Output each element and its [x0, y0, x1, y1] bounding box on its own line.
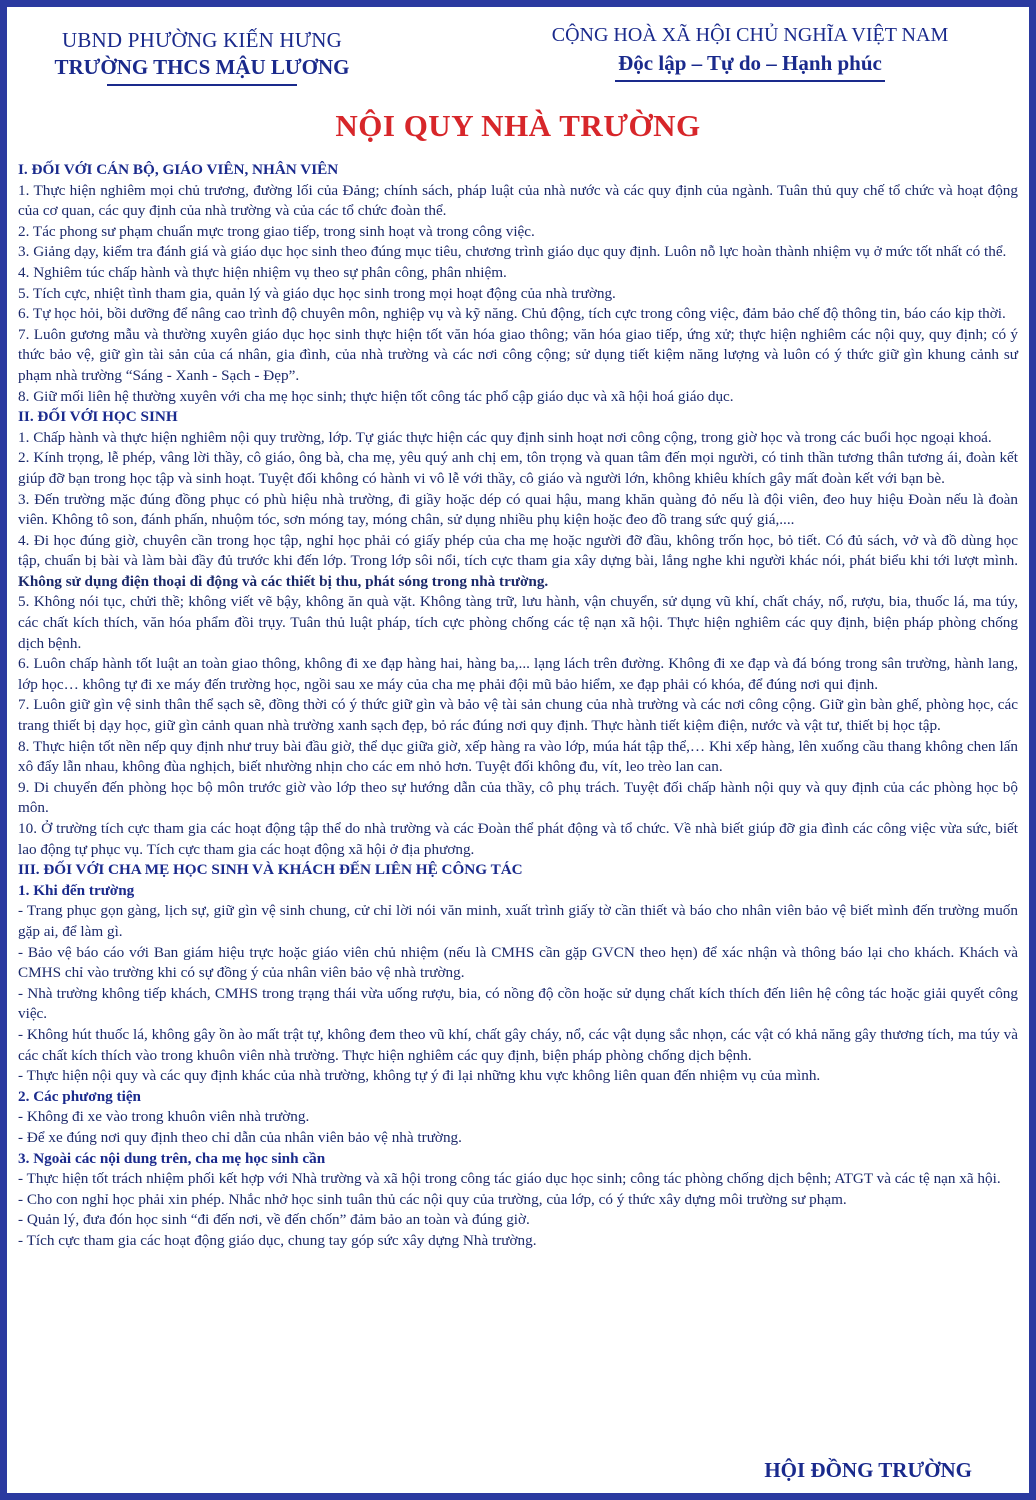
country-name: CỘNG HOÀ XÃ HỘI CHỦ NGHĨA VIỆT NAM: [551, 24, 949, 46]
section1-heading: I. ĐỐI VỚI CÁN BỘ, GIÁO VIÊN, NHÂN VIÊN: [18, 161, 339, 178]
section2-item: [18, 531, 1018, 593]
section2-item: 5. Không nói tục, chửi thề; không viết vẽ bậy, không ăn quà vặt. Không tàng trữ, lưu hành, vận chuyển, sử dụng vũ khí, chất cháy, nổ, rượu, bia, thuốc lá, ma túy, các chất kích thích, văn hóa phẩm đồi trụy. Tuân thủ luật pháp, tích cực phòng chống các tệ nạn xã hội. Thực hiện nghiêm các quy định, biện pháp phòng chống dịch bệnh.: [18, 593, 1018, 652]
section2-item: 8. Thực hiện tốt nền nếp quy định như truy bài đầu giờ, thể dục giữa giờ, xếp hàng ra vào lớp, múa hát tập thể,… Khi xếp hàng, lên xuống cầu thang không chen lấn xô đẩy lẫn nhau, không đùa nghịch, biết nhường nhịn cho các em nhỏ hơn. Tuyệt đối không đu, vít, leo trèo lan can.: [18, 737, 1018, 776]
section3-sub3-item: - Tích cực tham gia các hoạt động giáo dục, chung tay góp sức xây dựng Nhà trường.: [18, 1231, 537, 1249]
national-motto-block: [510, 24, 990, 82]
section3-sub1-item: - Nhà trường không tiếp khách, CMHS trong trạng thái vừa uống rượu, bia, có nồng độ cồn hoặc sử dụng chất kích thích đến liên hệ công tác hoặc giải quyết công việc.: [18, 984, 1018, 1023]
section3-sub3-heading: 3. Ngoài các nội dung trên, cha mẹ học sinh cần: [18, 1149, 326, 1167]
issuer-underline: [107, 84, 297, 86]
section1-item: 8. Giữ mối liên hệ thường xuyên với cha mẹ học sinh; thực hiện tốt công tác phổ cập giáo dục và xã hội hoá giáo dục.: [18, 387, 734, 405]
section2-item: 3. Đến trường mặc đúng đồng phục có phù hiệu nhà trường, đi giầy hoặc dép có quai hậu, mang khăn quàng đỏ nếu là đội viên, đeo huy hiệu Đoàn nếu là đoàn viên. Không tô son, đánh phấn, nhuộm tóc, sơn móng tay, móng chân, sử dụng nhiều phụ kiện hoặc đeo đồ trang sức quý giá,....: [18, 490, 1018, 529]
section1-item: 7. Luôn gương mẫu và thường xuyên giáo dục học sinh thực hiện tốt văn hóa giao thông; văn hóa giao tiếp, ứng xử; thực hiện nghiêm các nội quy, quy định; có ý thức bảo vệ, giữ gìn tài sản của cá nhân, gia đình, của nhà trường và các nơi công cộng; sử dụng tiết kiệm năng lượng và luôn có ý thức giữ gìn khung cảnh sư phạm nhà trường “Sáng - Xanh - Sạch - Đẹp”.: [18, 325, 1018, 384]
section3-sub3-item: - Quản lý, đưa đón học sinh “đi đến nơi, về đến chốn” đảm bảo an toàn và đúng giờ.: [18, 1211, 530, 1229]
section3-sub3-item: - Cho con nghỉ học phải xin phép. Nhắc nhở học sinh tuân thủ các nội quy của trường, của lớp, có ý thức xây dựng môi trường sư phạm.: [18, 1190, 847, 1208]
issuer-authority: UBND PHƯỜNG KIẾN HƯNG: [61, 28, 343, 52]
section2-heading: II. ĐỐI VỚI HỌC SINH: [18, 408, 178, 426]
section2-item: 6. Luôn chấp hành tốt luật an toàn giao thông, không đi xe đạp hàng hai, hàng ba,... lạng lách trên đường. Không đi xe đạp và đá bóng trong sân trường, hành lang, lớp học… không tự đi xe máy đến trường học, ngồi sau xe máy của cha mẹ phải đội mũ bảo hiểm, xe đạp phải có khóa, để đúng nơi qui định.: [18, 655, 1018, 693]
section1-item: 4. Nghiêm túc chấp hành và thực hiện nhiệm vụ theo sự phân công, phân nhiệm.: [18, 263, 507, 281]
section3-sub2-heading: 2. Các phương tiện: [18, 1087, 142, 1105]
signature-block: HỘI ĐỒNG TRƯỜNG: [764, 1458, 972, 1482]
motto-underline: [615, 80, 885, 82]
section1-item: 2. Tác phong sư phạm chuẩn mực trong giao tiếp, trong sinh hoạt và trong công việc.: [18, 222, 535, 240]
section3-heading: III. ĐỐI VỚI CHA MẸ HỌC SINH VÀ KHÁCH ĐẾN LIÊN HỆ CÔNG TÁC: [18, 861, 523, 879]
section1-item: 1. Thực hiện nghiêm mọi chủ trương, đường lối của Đảng; chính sách, pháp luật của nhà nước và các quy định của ngành. Tuân thủ quy chế tổ chức và hoạt động của cơ quan, các quy định của nhà trường và của các tổ chức đoàn thể.: [18, 181, 1018, 220]
section1-item: 5. Tích cực, nhiệt tình tham gia, quản lý và giáo dục học sinh trong mọi hoạt động của nhà trường.: [18, 284, 616, 302]
section2-item4-text: 4. Đi học đúng giờ, chuyên cần trong học tập, nghỉ học phải có giấy phép của cha mẹ hoặc người đỡ đầu, không trốn học, bỏ tiết. Có đủ sách, vở và đồ dùng học tập, chuẩn bị bài và làm bài đầy đủ trước khi đến lớp. Trong lớp sôi nổi, tích cực tham gia xây dựng bài, lắng nghe khi người khác nói, phát biểu khi tới lượt mình.: [18, 531, 1018, 570]
section2-item: 1. Chấp hành và thực hiện nghiêm nội quy trường, lớp. Tự giác thực hiện các quy định sinh hoạt nơi công cộng, trong giờ học và trong các buổi học ngoại khoá.: [18, 428, 992, 446]
regulation-body: [18, 160, 1018, 1251]
section2-item: 7. Luôn giữ gìn vệ sinh thân thể sạch sẽ, đồng thời có ý thức giữ gìn và bảo vệ tài sản chung của nhà trường và các nơi công cộng. Giữ gìn bàn ghế, phòng học, các trang thiết bị dạy học, giữ gìn cảnh quan nhà trường xanh sạch đẹp, bỏ rác đúng nơi quy định. Thực hành tiết kiệm điện, nước và vật tư, thiết bị học tập.: [18, 696, 1018, 735]
section3-sub2-item: - Không đi xe vào trong khuôn viên nhà trường.: [18, 1108, 310, 1126]
motto: Độc lập – Tự do – Hạnh phúc: [618, 51, 882, 75]
section3-sub2-item: - Để xe đúng nơi quy định theo chỉ dẫn của nhân viên bảo vệ nhà trường.: [18, 1128, 462, 1146]
section3-sub1-item: - Trang phục gọn gàng, lịch sự, giữ gìn vệ sinh chung, cử chỉ lời nói văn minh, xuất trình giấy tờ cần thiết và báo cho nhân viên bảo vệ biết mình đến trường muốn gặp ai, để làm gì.: [18, 902, 1018, 940]
section3-sub1-item: - Không hút thuốc lá, không gây ồn ào mất trật tự, không đem theo vũ khí, chất gây cháy, nổ, các vật dụng sắc nhọn, các vật có khả năng gây thương tích, ma túy và các chất kích thích vào trong khuôn viên nhà trường. Thực hiện nghiêm các quy định, biện pháp phòng chống dịch bệnh.: [18, 1025, 1018, 1064]
page-title: NỘI QUY NHÀ TRƯỜNG: [335, 108, 701, 143]
section3-sub1-item: - Bảo vệ báo cáo với Ban giám hiệu trực hoặc giáo viên chủ nhiệm (nếu là CMHS cần gặp GVCN theo hẹn) để xác nhận và thông báo lại cho khách. Khách và CMHS chỉ vào trường khi có sự đồng ý của nhân viên bảo vệ nhà trường.: [18, 943, 1018, 982]
section1-item: 6. Tự học hỏi, bồi dưỡng để nâng cao trình độ chuyên môn, nghiệp vụ và kỹ năng. Chủ động, tích cực trong công việc, đảm bảo chế độ thông tin, báo cáo kịp thời.: [18, 305, 1006, 323]
section2-item: 2. Kính trọng, lễ phép, vâng lời thầy, cô giáo, ông bà, cha mẹ, yêu quý anh chị em, tôn trọng và quan tâm đến mọi người, có tinh thần tương thân tương ái, đoàn kết giúp đỡ bạn trong học tập và sinh hoạt. Tuyệt đối không có hành vi vô lễ với thầy, cô giáo và người lớn, không khiêu khích gây mất đoàn kết với bạn bè.: [18, 449, 1018, 487]
section3-sub1-heading: 1. Khi đến trường: [18, 881, 135, 899]
school-name: TRƯỜNG THCS MẬU LƯƠNG: [54, 55, 350, 79]
section1-item: 3. Giảng dạy, kiểm tra đánh giá và giáo dục học sinh theo đúng mục tiêu, chương trình giáo dục quy định. Luôn nỗ lực hoàn thành nhiệm vụ ở mức tốt nhất có thể.: [18, 243, 1007, 261]
section3-sub1-item: - Thực hiện nội quy và các quy định khác của nhà trường, không tự ý đi lại những khu vực không liên quan đến nhiệm vụ của mình.: [18, 1067, 821, 1085]
section2-item: 9. Di chuyển đến phòng học bộ môn trước giờ vào lớp theo sự hướng dẫn của thầy, cô phụ trách. Tuyệt đối chấp hành nội quy và quy định của các phòng học bộ môn.: [18, 778, 1018, 817]
section2-item: 10. Ở trường tích cực tham gia các hoạt động tập thể do nhà trường và các Đoàn thể phát động và tổ chức. Về nhà biết giúp đỡ gia đình các công việc vừa sức, biết lao động tự phục vụ. Tích cực tham gia các hoạt động xã hội ở địa phương.: [18, 820, 1018, 858]
issuer-block: [22, 28, 382, 86]
phone-ban-rule: Không sử dụng điện thoại di động và các thiết bị thu, phát sóng trong nhà trường.: [18, 572, 549, 590]
section3-sub3-item: - Thực hiện tốt trách nhiệm phối kết hợp với Nhà trường và xã hội trong công tác giáo dục học sinh; công tác phòng chống dịch bệnh; ATGT và các tệ nạn xã hội.: [18, 1170, 1001, 1188]
